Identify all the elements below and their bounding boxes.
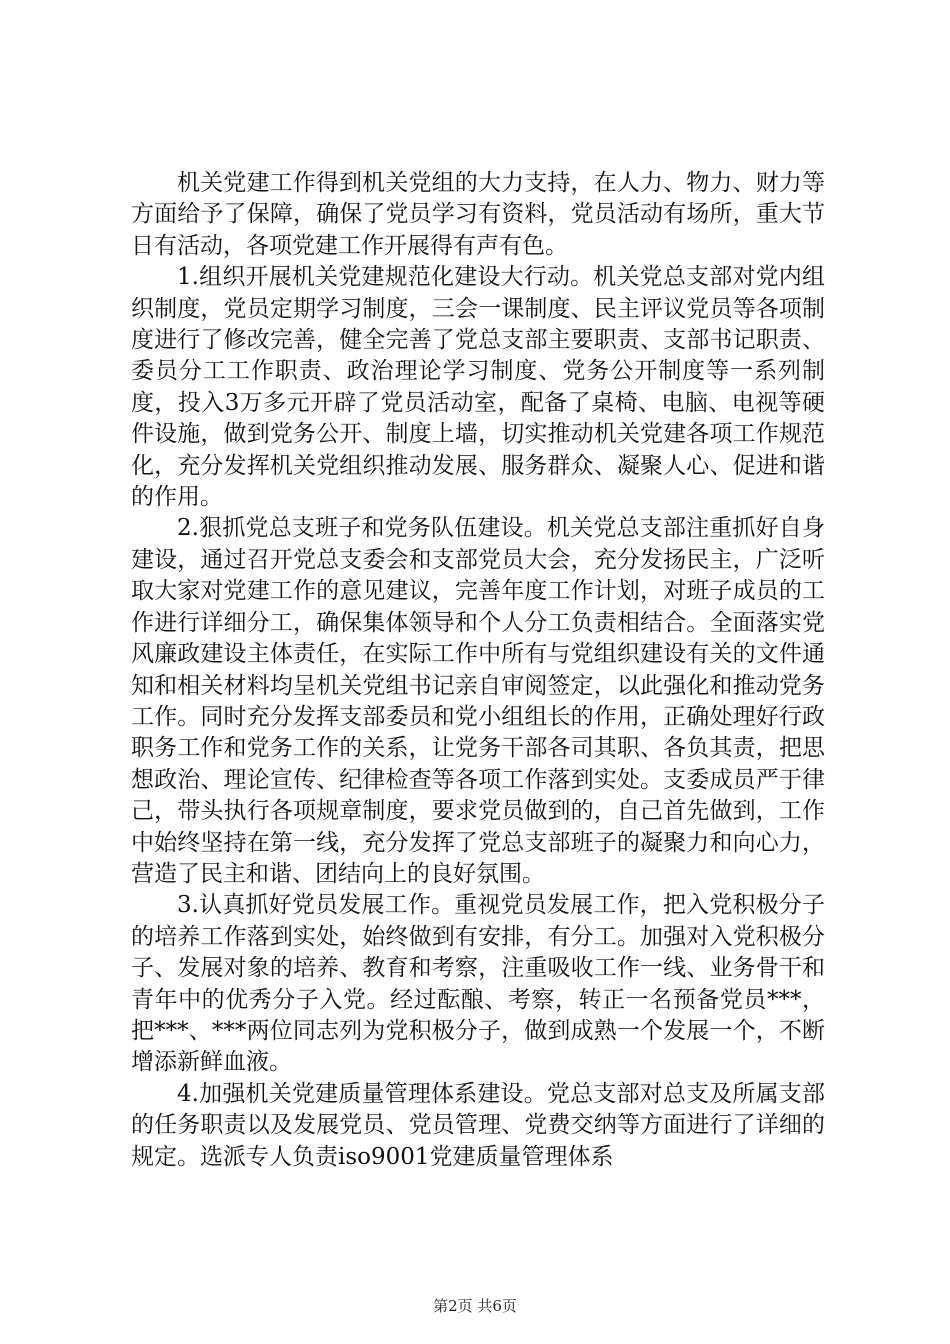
paragraph-intro: 机关党建工作得到机关党组的大力支持，在人力、物力、财力等方面给予了保障，确保了党员学习有资料，党员活动有场所，重大节日有活动，各项党建工作开展得有声有色。 (131, 170, 825, 259)
document-body (131, 168, 825, 1173)
paragraph-item-2: 2.狠抓党总支班子和党务队伍建设。机关党总支部注重抓好自身建设，通过召开党总支委会和支部党员大会，充分发扬民主，广泛听取大家对党建工作的意见建议，完善年度工作计划，对班子成员的工作进行详细分工，确保集体领导和个人分工负责相结合。全面落实党风廉政建设主体责任，在实际工作中所有与党组织建设有关的文件通知和相关材料均呈机关党组书记亲自审阅签定，以此强化和推动党务工作。同时充分发挥支部委员和党小组组长的作用，正确处理好行政职务工作和党务工作的关系，让党务干部各司其职、各负其责，把思想政治、理论宣传、纪律检查等各项工作落到实处。支委成员严于律己，带头执行各项规章制度，要求党员做到的，自己首先做到，工作中始终坚持在第一线，充分发挥了党总支部班子的凝聚力和向心力，营造了民主和谐、团结向上的良好氛围。 (131, 515, 825, 887)
page-number-footer: 第2页 共6页 (433, 1297, 517, 1315)
paragraph-item-1: 1.组织开展机关党建规范化建设大行动。机关党总支部对党内组织制度，党员定期学习制度，三会一课制度、民主评议党员等各项制度进行了修改完善，健全完善了党总支部主要职责、支部书记职责、委员分工工作职责、政治理论学习制度、党务公开制度等一系列制度，投入3万多元开辟了党员活动室，配备了桌椅、电脑、电视等硬件设施，做到党务公开、制度上墙，切实推动机关党建各项工作规范化，充分发挥机关党组织推动发展、服务群众、凝聚人心、促进和谐的作用。 (131, 264, 825, 511)
paragraph-item-3: 3.认真抓好党员发展工作。重视党员发展工作，把入党积极分子的培养工作落到实处，始终做到有安排，有分工。加强对入党积极分子、发展对象的培养、教育和考察，注重吸收工作一线、业务骨干和青年中的优秀分子入党。经过酝酿、考察，转正一名预备党员***，把***、***两位同志列为党积极分子，做到成熟一个发展一个，不断增添新鲜血液。 (131, 892, 825, 1076)
paragraph-item-4: 4.加强机关党建质量管理体系建设。党总支部对总支及所属支部的任务职责以及发展党员、党员管理、党费交纳等方面进行了详细的规定。选派专人负责iso9001党建质量管理体系 (131, 1080, 825, 1170)
